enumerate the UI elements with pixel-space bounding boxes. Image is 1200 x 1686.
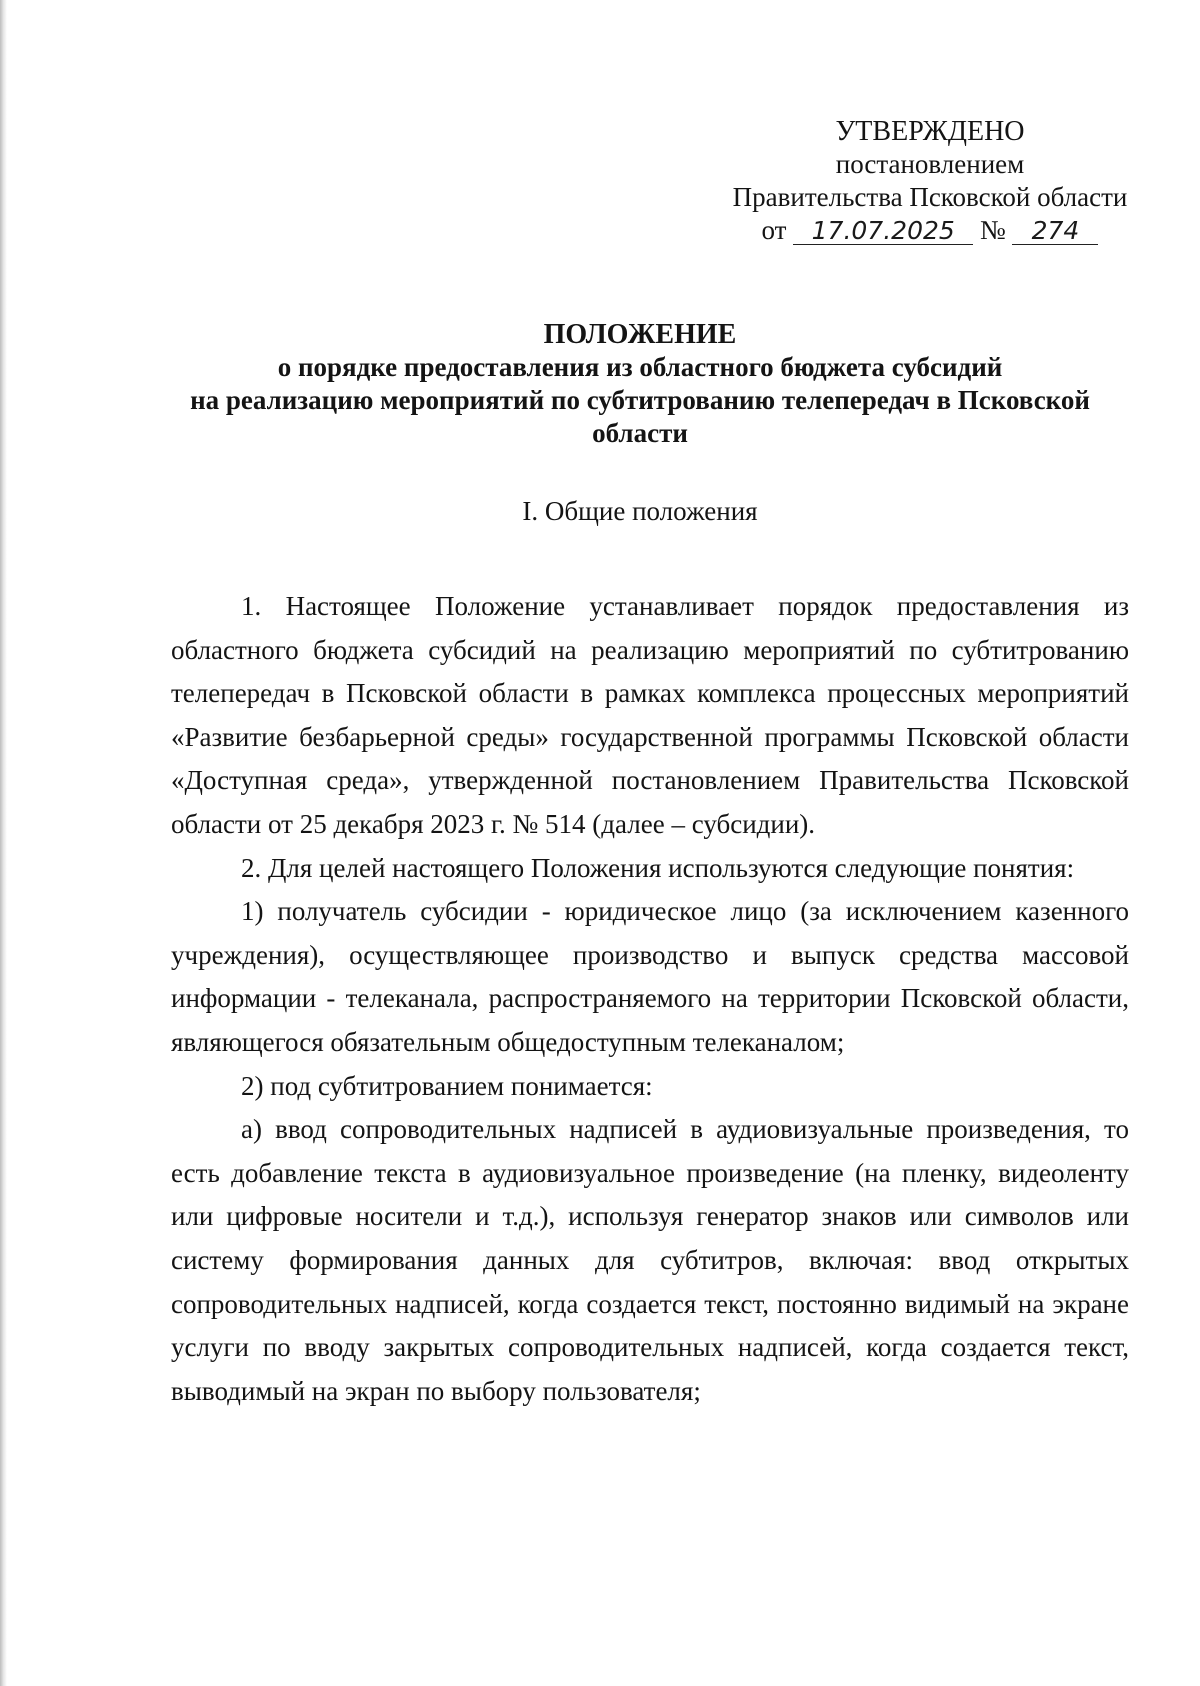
document-title: ПОЛОЖЕНИЕ <box>543 319 737 350</box>
document-subtitle-line-3: области <box>592 418 688 448</box>
approval-line-decree: постановлением <box>835 149 1025 179</box>
document-subtitle-line-2: на реализацию мероприятий по субтитрованию телепередач в Псковской <box>190 385 1090 415</box>
section-heading: I. Общие положения <box>522 496 758 526</box>
approval-date-prefix: от <box>761 215 787 245</box>
paragraph-2-item-2-a: а) ввод сопроводительных надписей в аудиовизуальные произведения, то есть добавление текста в аудиовизуальное произведение (на пленку, видеоленту или цифровые носители и т.д.), используя генератор знаков или символов или систему формирования данных для субтитров, включая: ввод открытых сопроводительных надписей, когда создается текст, постоянно видимый на экране услуги по вводу закрытых сопроводительных надписей, когда создается текст, выводимый на экран по выбору пользователя; <box>171 1114 1129 1406</box>
paragraph-2: 2. Для целей настоящего Положения используются следующие понятия: <box>241 852 1075 883</box>
document-subtitle-line-1: о порядке предоставления из областного бюджета субсидий <box>277 352 1003 382</box>
document-title-block <box>150 318 1130 450</box>
approval-line-government: Правительства Псковской области <box>732 182 1128 212</box>
document-body <box>171 585 1129 1413</box>
paragraph-1: 1. Настоящее Положение устанавливает порядок предоставления из областного бюджета субсидий на реализацию мероприятий по субтитрованию телепередач в Псковской области в рамках комплекса процессных мероприятий «Развитие безбарьерной среды» государственной программы Псковской области «Доступная среда», утвержденной постановлением Правительства Псковской области от 25 декабря 2023 г. № 514 (далее – субсидии). <box>171 591 1129 839</box>
approval-date-line <box>700 214 1160 247</box>
scan-edge <box>0 0 7 1686</box>
approval-number-sign: № <box>979 215 1006 245</box>
paragraph-2-item-2: 2) под субтитрованием понимается: <box>241 1070 653 1101</box>
handwritten-number: 274 <box>1012 218 1098 245</box>
approval-title: УТВЕРЖДЕНО <box>835 116 1025 147</box>
paragraph-2-item-1: 1) получатель субсидии - юридическое лицо (за исключением казенного учреждения), осуществляющее производство и выпуск средства массовой информации - телеканала, распространяемого на территории Псковской области, являющегося обязательным общедоступным телеканалом; <box>171 896 1129 1057</box>
approval-stamp-block <box>700 115 1160 247</box>
handwritten-date: 17.07.2025 <box>793 218 973 245</box>
